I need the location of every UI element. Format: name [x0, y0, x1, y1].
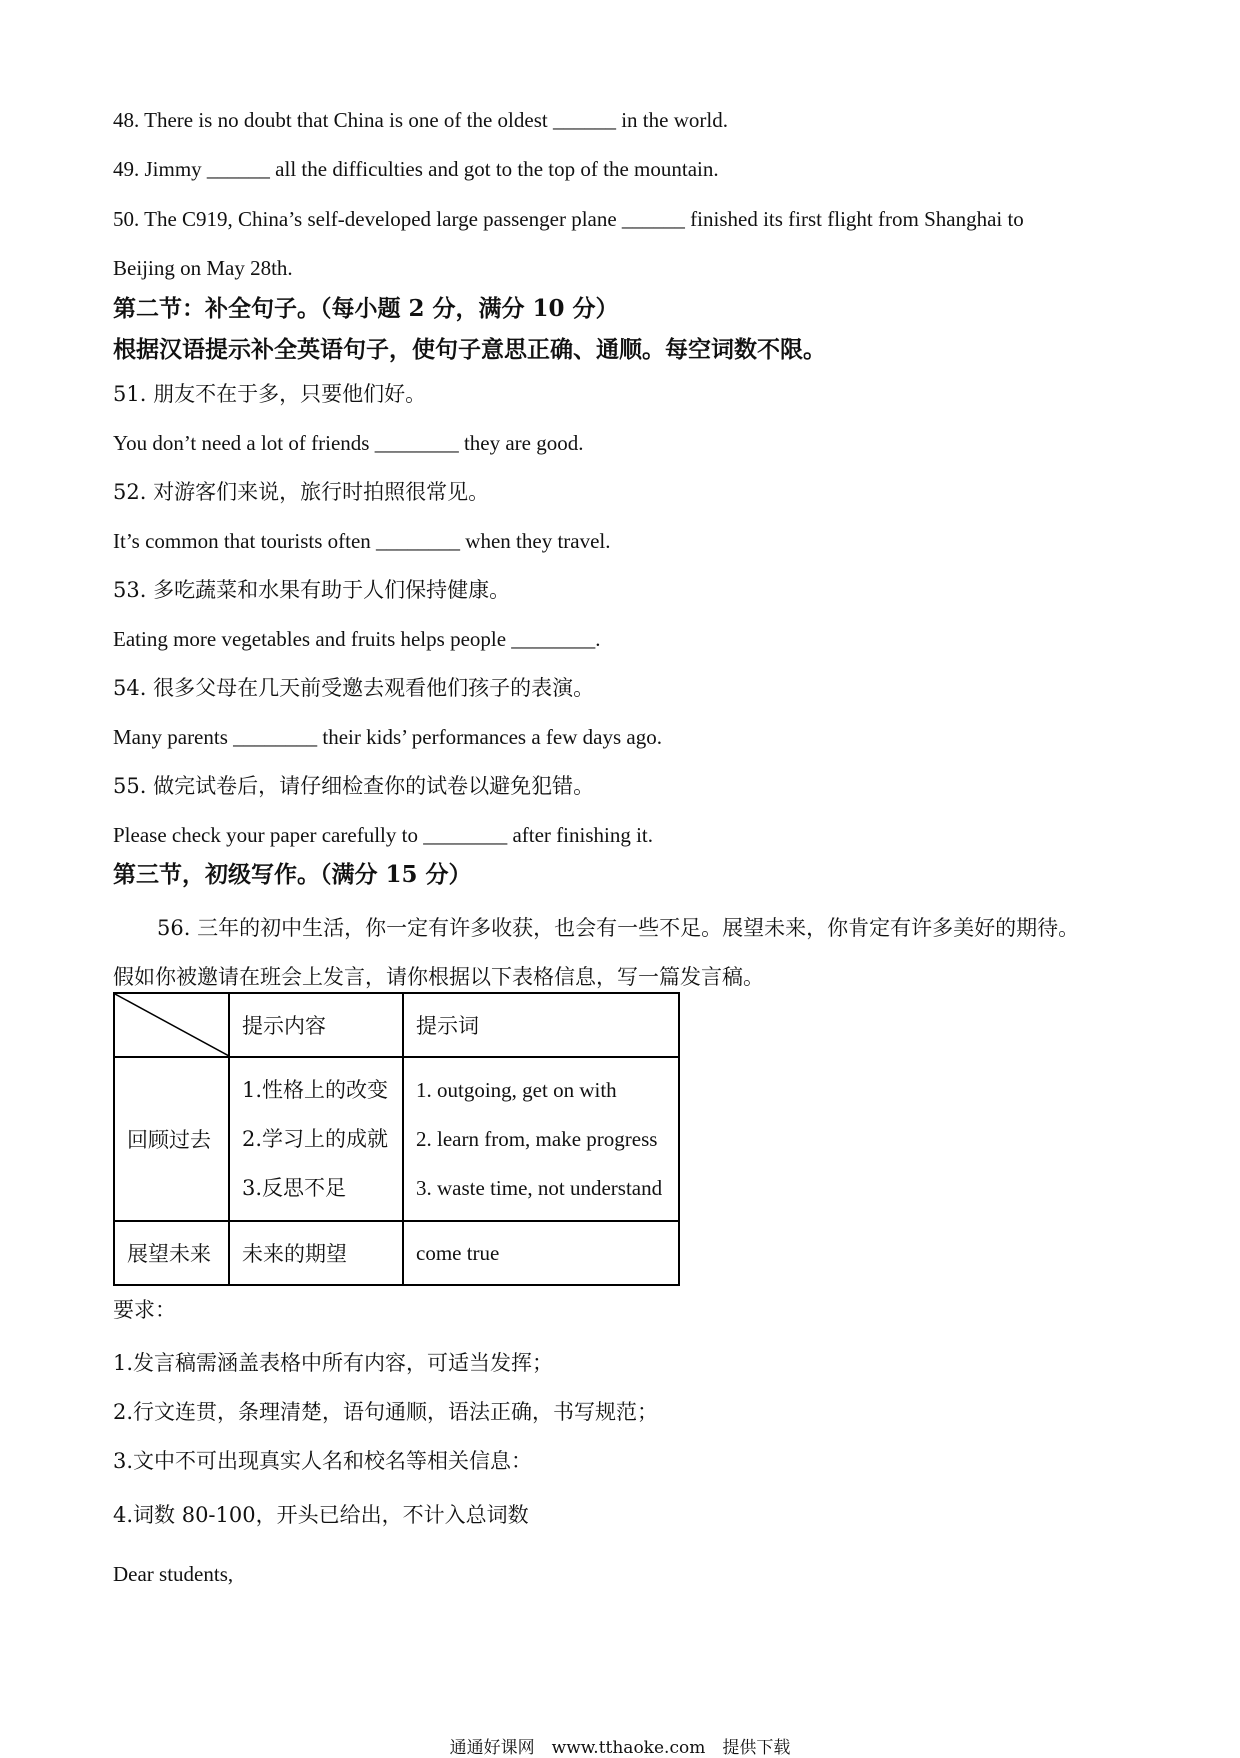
header-content: 提示内容 [229, 993, 403, 1057]
question-48: 48. There is no doubt that China is one of the oldest ______ in the world. [113, 108, 728, 132]
section3-title: 第三节，初级写作。（满分 15 分） [113, 861, 472, 888]
requirement-2: 2.行文连贯，条理清楚，语句通顺，语法正确，书写规范； [113, 1400, 659, 1424]
header-words: 提示词 [403, 993, 679, 1057]
question-50-line1: 50. The C919, China’s self-developed large passenger plane ______ finished its first flight from Shanghai to [113, 207, 1024, 231]
question-52-english: It’s common that tourists often ________ when they travel. [113, 529, 611, 553]
question-54-chinese: 54. 很多父母在几天前受邀去观看他们孩子的表演。 [113, 676, 595, 700]
question-52-chinese: 52. 对游客们来说，旅行时拍照很常见。 [113, 480, 490, 504]
question-53-english: Eating more vegetables and fruits helps people ________. [113, 627, 601, 651]
question-54-english: Many parents ________ their kids’ performances a few days ago. [113, 725, 662, 749]
question-51-english: You don’t need a lot of friends ________ they are good. [113, 431, 584, 455]
row-label-future: 展望未来 [114, 1221, 229, 1285]
question-50-line2: Beijing on May 28th. [113, 256, 293, 280]
requirements-title: 要求： [113, 1298, 176, 1322]
question-56-prompt-line2: 假如你被邀请在班会上发言，请你根据以下表格信息，写一篇发言稿。 [113, 965, 764, 989]
question-55-chinese: 55. 做完试卷后，请仔细检查你的试卷以避免犯错。 [113, 774, 595, 798]
hint-table [113, 992, 680, 1286]
future-words: come true [403, 1221, 679, 1285]
requirement-1: 1.发言稿需涵盖表格中所有内容，可适当发挥； [113, 1351, 554, 1375]
letter-greeting: Dear students, [113, 1562, 234, 1586]
question-55-english: Please check your paper carefully to ________ after finishing it. [113, 823, 653, 847]
row-label-past: 回顾过去 [114, 1057, 229, 1221]
section2-instructions: 根据汉语提示补全英语句子，使句子意思正确、通顺。每空词数不限。 [113, 336, 826, 363]
requirement-4: 4.词数 80-100，开头已给出，不计入总词数 [113, 1503, 529, 1527]
past-contents [229, 1057, 403, 1221]
diagonal-line [115, 994, 229, 1056]
footer-source: 通通好课网 www.tthaoke.com 提供下载 [449, 1738, 791, 1758]
section2-title: 第二节：补全句子。（每小题 2 分，满分 10 分） [113, 295, 619, 322]
past-words-item: 3. waste time, not understand [416, 1175, 663, 1200]
past-content-item: 2.学习上的成就 [242, 1126, 389, 1151]
question-51-chinese: 51. 朋友不在于多，只要他们好。 [113, 382, 427, 406]
past-content-item: 1.性格上的改变 [242, 1077, 389, 1102]
past-content-item: 3.反思不足 [242, 1175, 347, 1200]
question-49: 49. Jimmy ______ all the difficulties and got to the top of the mountain. [113, 157, 719, 181]
question-53-chinese: 53. 多吃蔬菜和水果有助于人们保持健康。 [113, 578, 511, 602]
requirement-3: 3.文中不可出现真实人名和校名等相关信息： [113, 1449, 533, 1473]
future-content: 未来的期望 [229, 1221, 403, 1285]
past-words [403, 1057, 679, 1221]
past-words-item: 1. outgoing, get on with [416, 1077, 617, 1102]
past-words-item: 2. learn from, make progress [416, 1126, 658, 1151]
question-56-prompt-line1: 56. 三年的初中生活，你一定有许多收获，也会有一些不足。展望未来，你肯定有许多美好的期待。 [157, 916, 1080, 940]
diagonal-header-cell [114, 993, 229, 1057]
